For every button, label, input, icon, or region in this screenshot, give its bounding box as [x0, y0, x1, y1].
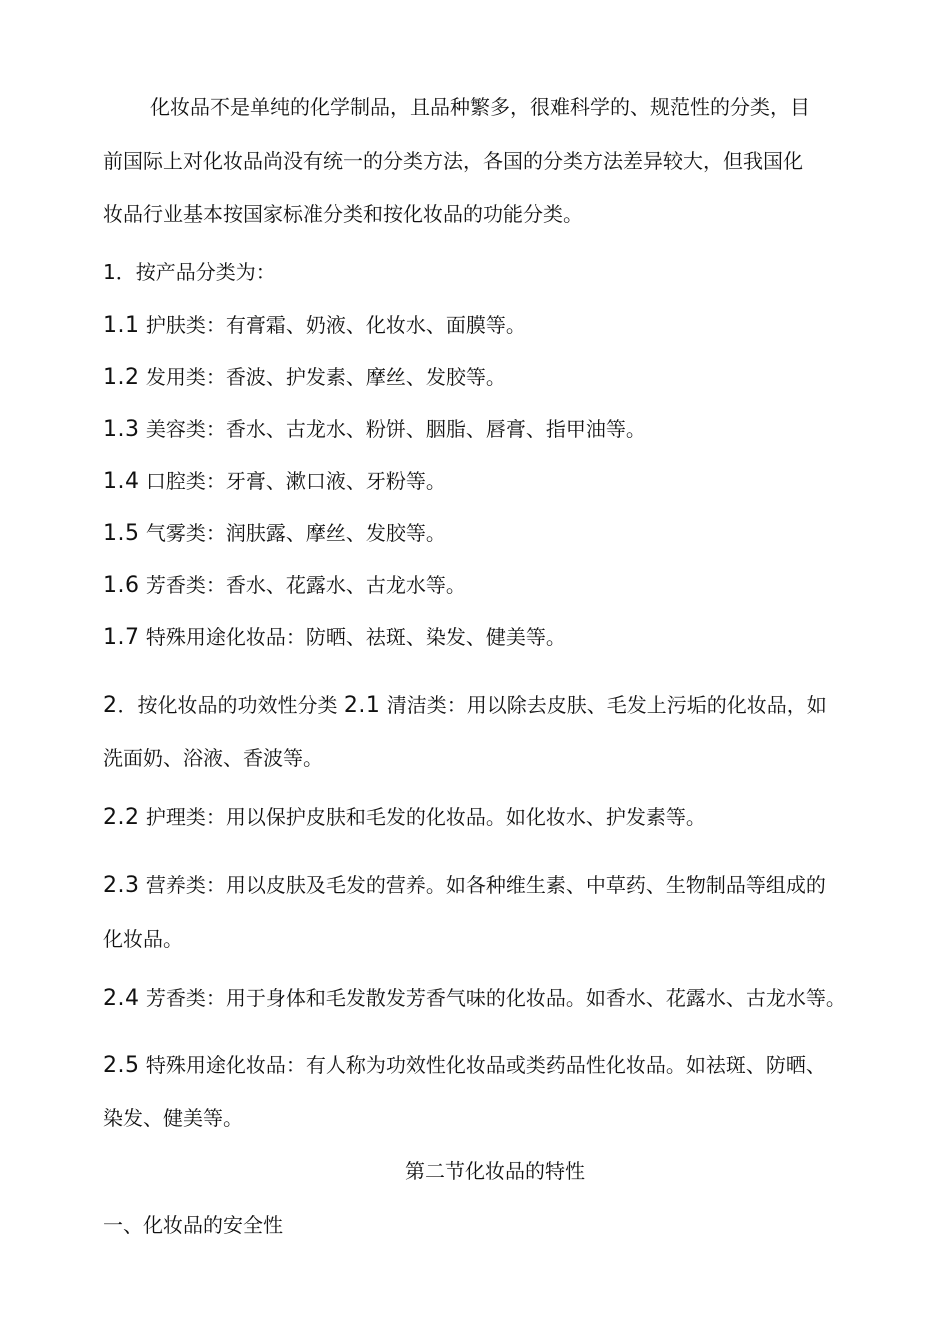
item-number: 1.2 [103, 365, 140, 390]
item-number: 1.1 [103, 313, 140, 338]
item-number: 2.5 [103, 1053, 140, 1078]
item-number: 1.3 [103, 417, 140, 442]
section2-heading [103, 691, 827, 720]
section-title: 第二节化妆品的特性 [405, 1159, 585, 1183]
list-item-2-3 [103, 871, 826, 900]
section1-heading: 1．按产品分类为： [103, 260, 276, 284]
intro-line-1: 化妆品不是单纯的化学制品，且品种繁多，很难科学的、规范性的分类，目 [150, 95, 810, 119]
list-item-2-3-cont: 化妆品。 [103, 927, 183, 951]
subheading: 一、化妆品的安全性 [103, 1213, 283, 1237]
item-text: 芳香类：用于身体和毛发散发芳香气味的化妆品。如香水、花露水、古龙水等。 [145, 986, 846, 1010]
section2-heading-cont: 洗面奶、浴液、香波等。 [103, 746, 323, 770]
item-text: 芳香类：香水、花露水、古龙水等。 [145, 573, 466, 597]
item-number: 2.2 [103, 805, 140, 830]
item-text: 发用类：香波、护发素、摩丝、发胶等。 [145, 365, 506, 389]
item-number: 1.7 [103, 625, 140, 650]
list-item-1-5 [103, 519, 446, 548]
item-number: 2.3 [103, 873, 140, 898]
list-item-1-3 [103, 415, 646, 444]
item-text: 护理类：用以保护皮肤和毛发的化妆品。如化妆水、护发素等。 [145, 805, 706, 829]
item-number: 1.4 [103, 469, 140, 494]
item-number: 2 [103, 693, 118, 718]
list-item-1-7 [103, 623, 566, 652]
list-item-1-2 [103, 363, 506, 392]
item-number: 1.6 [103, 573, 140, 598]
item-number: 2.1 [343, 693, 381, 718]
heading-text: ．按化妆品的功效性分类 [117, 693, 338, 717]
item-text: 特殊用途化妆品：有人称为功效性化妆品或类药品性化妆品。如祛斑、防晒、 [145, 1053, 826, 1077]
list-item-2-5 [103, 1051, 826, 1080]
item-text: 护肤类：有膏霜、奶液、化妆水、面膜等。 [145, 313, 526, 337]
item-text: 清洁类：用以除去皮肤、毛发上污垢的化妆品，如 [386, 693, 827, 717]
item-number: 2.4 [103, 986, 140, 1011]
item-text: 特殊用途化妆品：防晒、祛斑、染发、健美等。 [145, 625, 566, 649]
list-item-2-2 [103, 803, 706, 832]
intro-line-2: 前国际上对化妆品尚没有统一的分类方法，各国的分类方法差异较大，但我国化 [103, 149, 803, 173]
list-item-1-4 [103, 467, 446, 496]
list-item-2-4 [103, 984, 846, 1013]
item-text: 营养类：用以皮肤及毛发的营养。如各种维生素、中草药、生物制品等组成的 [145, 873, 826, 897]
list-item-2-5-cont: 染发、健美等。 [103, 1106, 243, 1130]
list-item-1-1 [103, 311, 526, 340]
item-text: 美容类：香水、古龙水、粉饼、胭脂、唇膏、指甲油等。 [145, 417, 646, 441]
list-item-1-6 [103, 571, 466, 600]
item-text: 气雾类：润肤露、摩丝、发胶等。 [145, 521, 446, 545]
item-number: 1.5 [103, 521, 140, 546]
intro-line-3: 妆品行业基本按国家标准分类和按化妆品的功能分类。 [103, 202, 583, 226]
item-text: 口腔类：牙膏、漱口液、牙粉等。 [145, 469, 446, 493]
